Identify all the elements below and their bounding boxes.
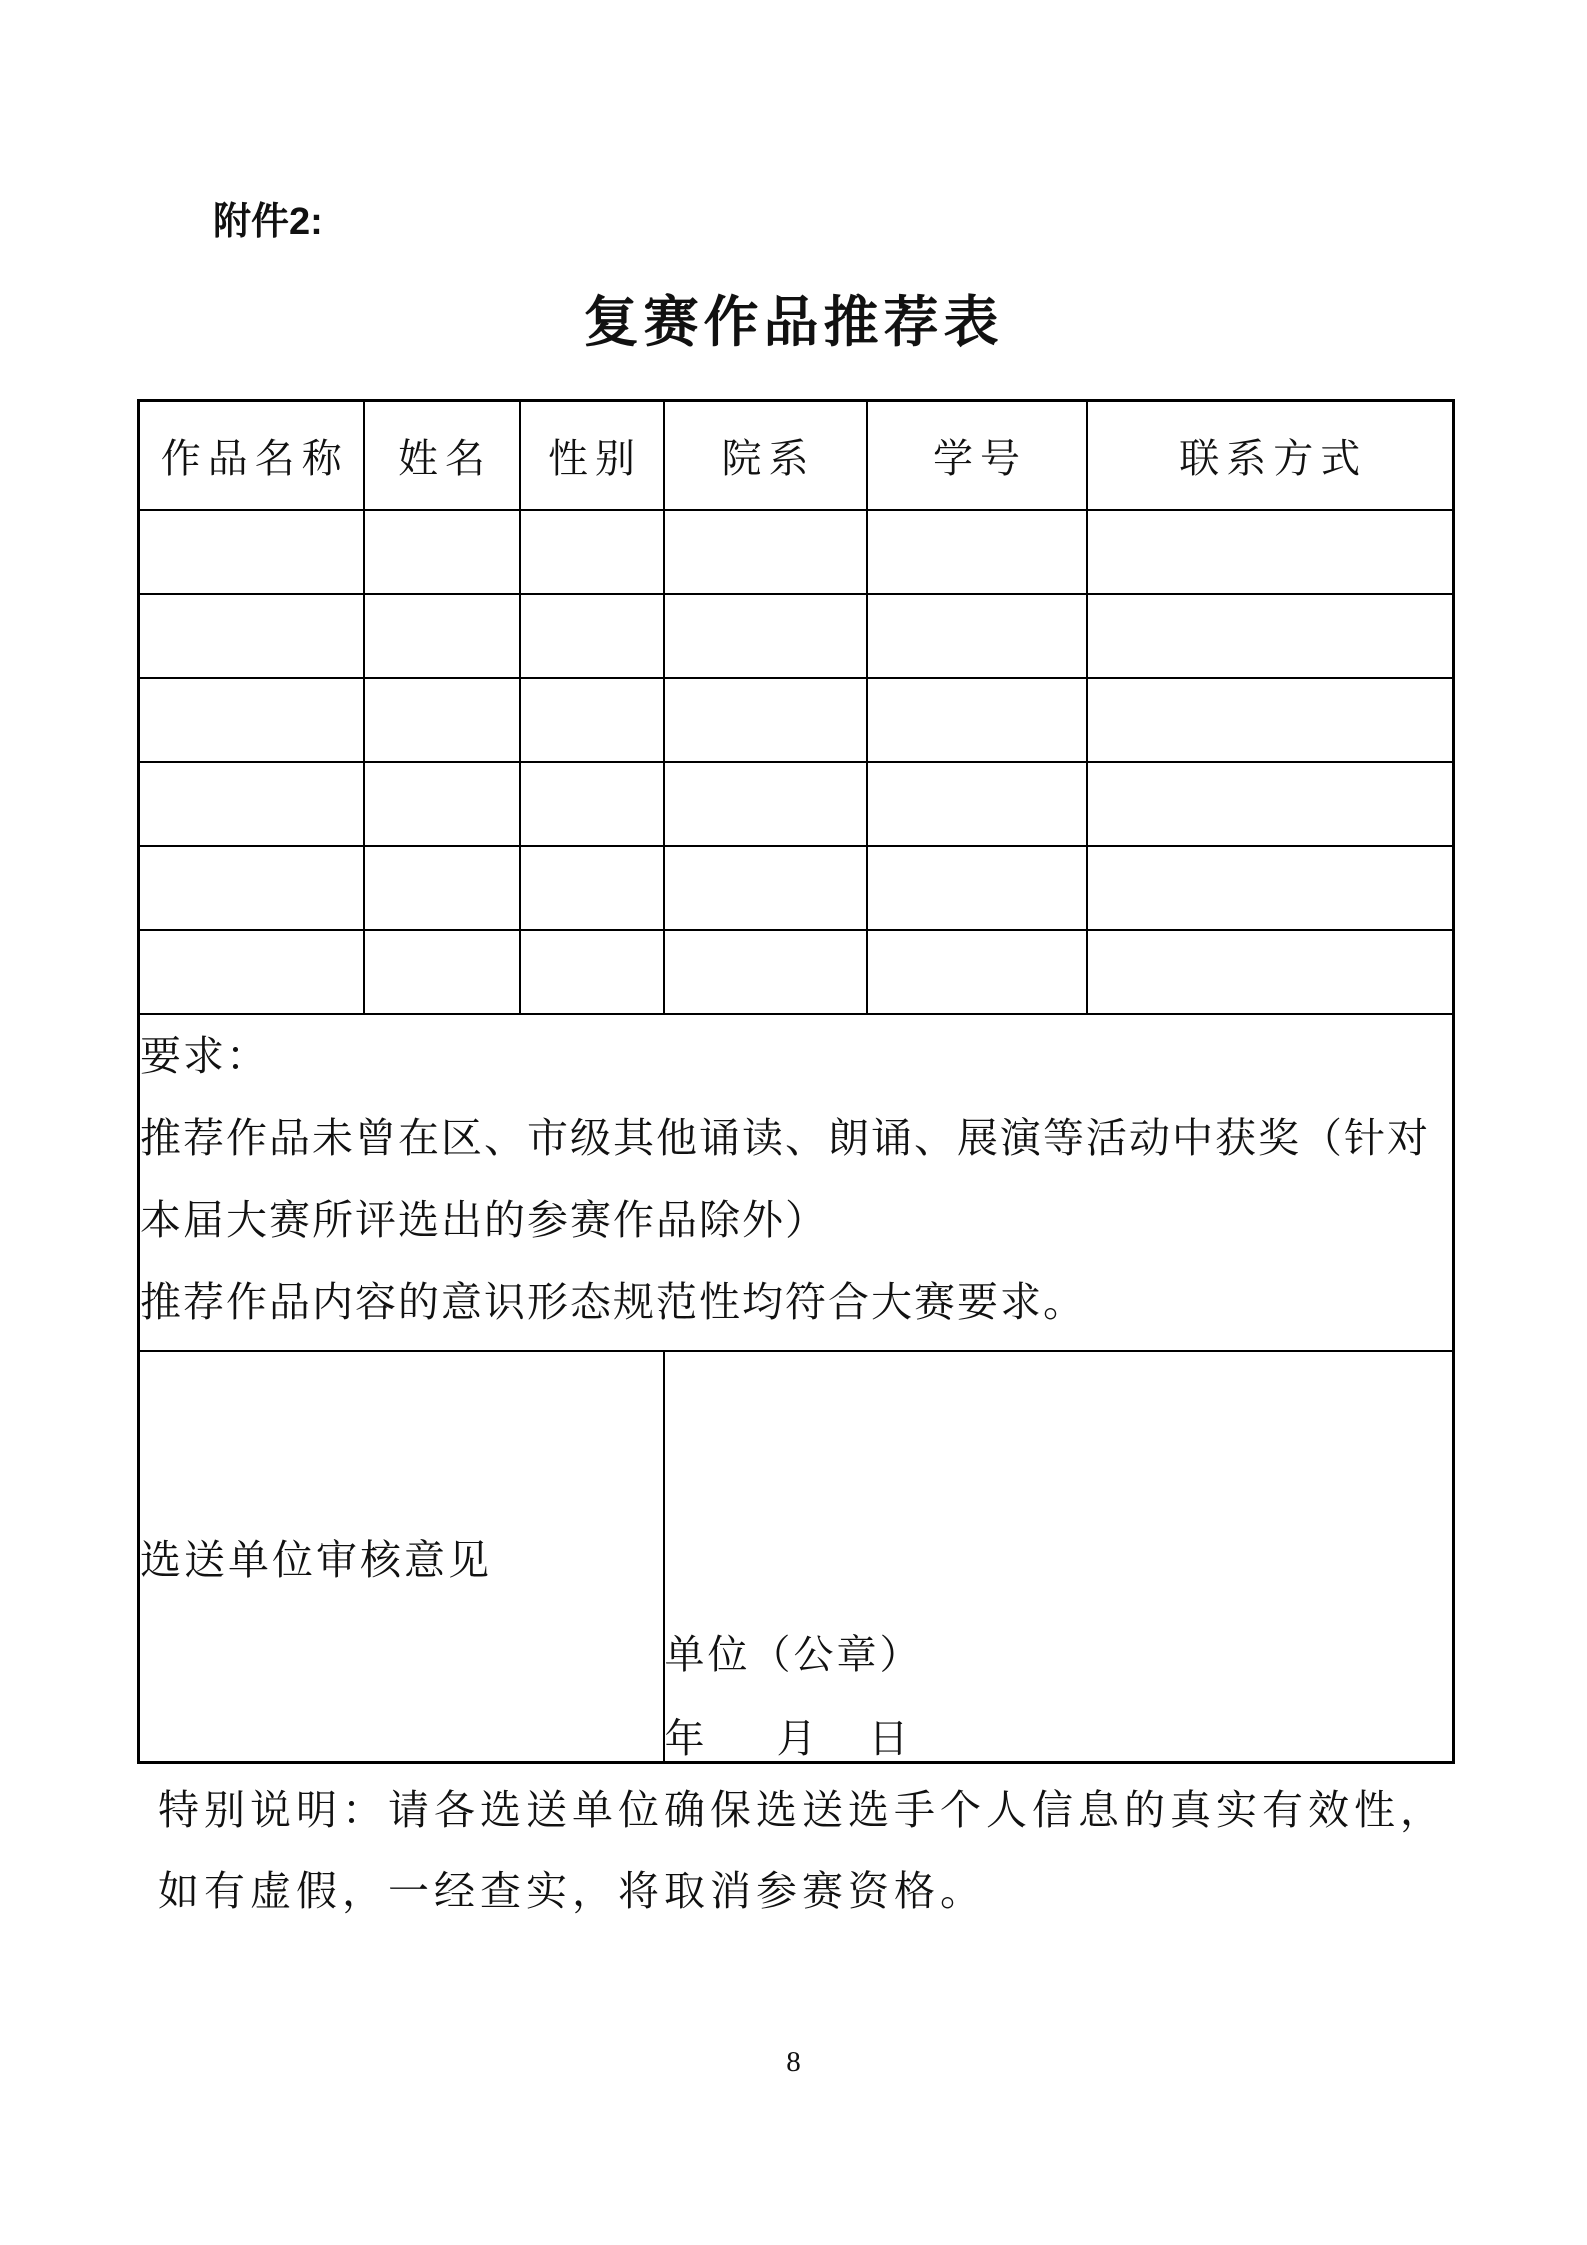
- table-cell: [139, 678, 364, 762]
- table-header-row: [139, 401, 1454, 510]
- table-row: [139, 846, 1454, 930]
- table-cell: [520, 846, 664, 930]
- table-cell: [1087, 762, 1454, 846]
- review-opinion-label: 选送单位审核意见: [140, 1536, 492, 1583]
- date-line: [665, 1717, 1453, 1761]
- table-header-cell: 院系: [664, 401, 867, 510]
- table-cell: [520, 762, 664, 846]
- requirements-line: 推荐作品内容的意识形态规范性均符合大赛要求。: [140, 1278, 1086, 1325]
- page-title: 复赛作品推荐表: [583, 292, 1004, 353]
- table-cell: [520, 678, 664, 762]
- recommendation-table: [137, 399, 1455, 1764]
- table-cell: [1087, 846, 1454, 930]
- special-note: [158, 1770, 1468, 1932]
- table-cell: [1087, 594, 1454, 678]
- table-cell: [139, 930, 364, 1014]
- table-cell: [364, 846, 520, 930]
- table-row: [139, 594, 1454, 678]
- requirements-line: 推荐作品未曾在区、市级其他诵读、朗诵、展演等活动中获奖（针对: [140, 1114, 1430, 1161]
- table-cell: [867, 510, 1087, 594]
- table-cell: [867, 762, 1087, 846]
- table-cell: [867, 930, 1087, 1014]
- table-cell: [520, 510, 664, 594]
- review-signature-cell: [664, 1351, 1454, 1763]
- date-day-label: 日: [868, 1716, 909, 1761]
- table-cell: [364, 510, 520, 594]
- unit-seal-label: 单位（公章）: [664, 1632, 923, 1677]
- table-cell: [364, 762, 520, 846]
- table-cell: [867, 678, 1087, 762]
- date-year-label: 年: [664, 1716, 705, 1761]
- table-row: [139, 678, 1454, 762]
- review-opinion-label-cell: [139, 1351, 664, 1763]
- table-cell: [664, 510, 867, 594]
- requirements-row: [139, 1014, 1454, 1351]
- table-cell: [139, 594, 364, 678]
- table-cell: [520, 594, 664, 678]
- table-cell: [664, 762, 867, 846]
- table-row: [139, 930, 1454, 1014]
- table-cell: [364, 930, 520, 1014]
- requirements-cell: [139, 1014, 1454, 1351]
- table-cell: [139, 762, 364, 846]
- table-header-cell: 联系方式: [1087, 401, 1454, 510]
- table-header-cell: 性别: [520, 401, 664, 510]
- date-month-label: 月: [776, 1716, 817, 1761]
- table-cell: [139, 510, 364, 594]
- page-number: 8: [786, 2046, 801, 2078]
- requirements-label: 要求：: [140, 1032, 269, 1079]
- table-cell: [664, 594, 867, 678]
- table-header-cell: 作品名称: [139, 401, 364, 510]
- table-row: [139, 510, 1454, 594]
- table-cell: [867, 846, 1087, 930]
- special-note-line: 如有虚假，一经查实，将取消参赛资格。: [158, 1868, 986, 1914]
- attachment-label: 附件2:: [213, 201, 323, 243]
- table-row: [139, 762, 1454, 846]
- special-note-line: 特别说明：请各选送单位确保选送选手个人信息的真实有效性，: [158, 1787, 1446, 1833]
- table-cell: [867, 594, 1087, 678]
- table-cell: [664, 678, 867, 762]
- table-cell: [139, 846, 364, 930]
- table-cell: [1087, 510, 1454, 594]
- table-cell: [664, 846, 867, 930]
- requirements-line: 本届大赛所评选出的参赛作品除外）: [140, 1196, 828, 1243]
- table-cell: [1087, 678, 1454, 762]
- table-cell: [664, 930, 867, 1014]
- table-header-cell: 姓名: [364, 401, 520, 510]
- review-row: [139, 1351, 1454, 1763]
- table-cell: [364, 678, 520, 762]
- table-header-cell: 学号: [867, 401, 1087, 510]
- table-cell: [364, 594, 520, 678]
- table-cell: [520, 930, 664, 1014]
- table-cell: [1087, 930, 1454, 1014]
